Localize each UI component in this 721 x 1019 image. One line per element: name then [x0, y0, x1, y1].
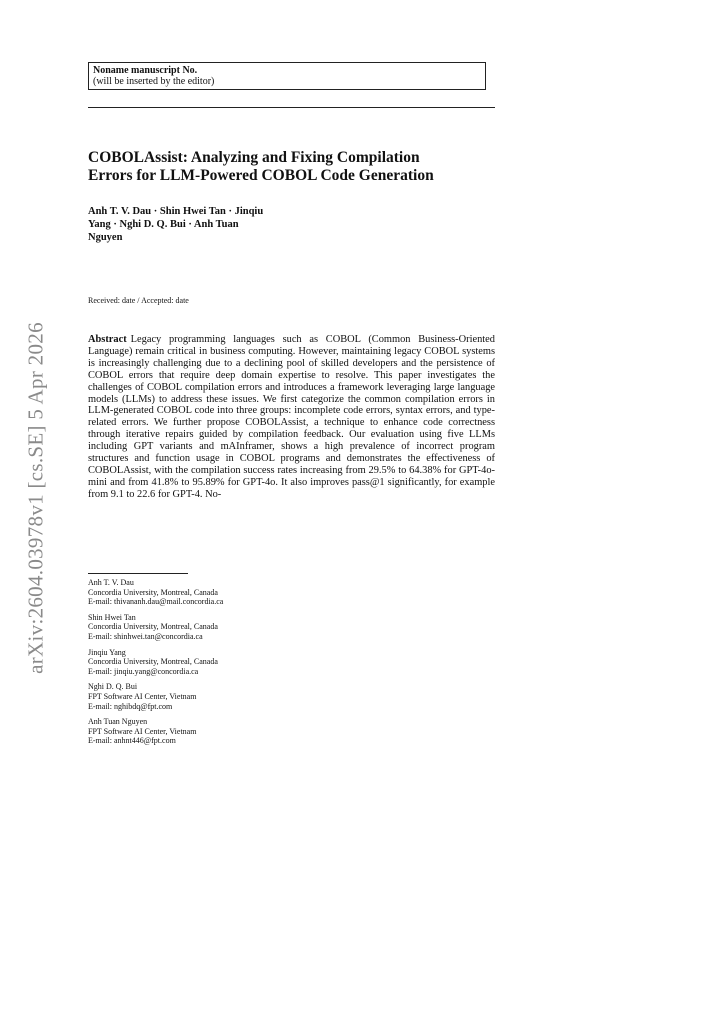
affiliation-item — [88, 717, 388, 746]
abstract-label: Abstract — [88, 334, 127, 345]
author-list — [88, 205, 348, 244]
affiliation-item — [88, 648, 388, 677]
authors-line-2: Yang · Nghi D. Q. Bui · Anh Tuan — [88, 219, 239, 230]
affiliation-name: Shin Hwei Tan — [88, 612, 136, 622]
affiliation-email: E-mail: anhnt446@fpt.com — [88, 736, 176, 746]
affiliation-item — [88, 578, 388, 607]
affiliation-email: E-mail: jinqiu.yang@concordia.ca — [88, 666, 199, 676]
affiliation-name: Anh T. V. Dau — [88, 578, 134, 587]
arxiv-identifier: arXiv:2604.03978v1 [cs.SE] 5 Apr 2026 — [23, 322, 48, 674]
abstract — [88, 334, 495, 501]
authors-line-3: Nguyen — [88, 232, 123, 243]
affiliation-item — [88, 613, 388, 642]
affiliation-email: E-mail: thivananh.dau@mail.concordia.ca — [88, 597, 224, 607]
affiliation-institution: FPT Software AI Center, Vietnam — [88, 691, 197, 701]
affiliation-email: E-mail: nghibdq@fpt.com — [88, 701, 173, 711]
manuscript-number-box — [88, 62, 486, 90]
footnote-rule — [88, 573, 188, 574]
affiliation-name: Nghi D. Q. Bui — [88, 682, 138, 692]
manuscript-number: Noname manuscript No. — [93, 65, 198, 76]
affiliation-name: Anh Tuan Nguyen — [88, 717, 148, 727]
paper-title — [88, 149, 508, 185]
affiliation-institution: Concordia University, Montreal, Canada — [88, 622, 218, 632]
editor-note: (will be inserted by the editor) — [93, 76, 215, 87]
authors-line-1: Anh T. V. Dau · Shin Hwei Tan · Jinqiu — [88, 206, 264, 217]
affiliation-institution: FPT Software AI Center, Vietnam — [88, 726, 197, 736]
affiliation-name: Jinqiu Yang — [88, 647, 126, 657]
received-date: Received: date / Accepted: date — [88, 296, 189, 305]
title-line-2: Errors for LLM-Powered COBOL Code Generation — [88, 167, 434, 184]
abstract-text: Legacy programming languages such as COBOL (Common Business-Oriented Language) remain critical in business computing. However, maintaining legacy COBOL systems is increasingly challenging due to a declining pool of skilled developers and the persistence of COBOL errors that require deep domain expertise to resolve. This paper investigates the challenges of COBOL compilation errors and introduces a framework leveraging large language models (LLMs) to address these issues. We first categorize the common compilation errors in LLM-generated COBOL code into three groups: incomplete code errors, syntax errors, and type-related errors. We further propose COBOLAssist, a technique to enhance code correctness through iterative repairs guided by compilation feedback. Our evaluation using five LLMs including GPT variants and mAInframer, shows a high prevalence of incorrect program structures and function usage in COBOL programs and demonstrates the effectiveness of COBOLAssist, with the compilation success rates increasing from 29.5% to 64.38% for GPT-4o-mini and from 41.8% to 95.89% for GPT-4o. It also improves pass@1 significantly, for example from 9.1 to 22.6 for GPT-4. No- — [88, 334, 495, 500]
affiliation-email: E-mail: shinhwei.tan@concordia.ca — [88, 631, 203, 641]
affiliation-institution: Concordia University, Montreal, Canada — [88, 657, 218, 667]
affiliation-item — [88, 682, 388, 711]
affiliation-institution: Concordia University, Montreal, Canada — [88, 587, 218, 597]
title-line-1: COBOLAssist: Analyzing and Fixing Compilation — [88, 149, 420, 166]
affiliations — [88, 578, 388, 752]
header-rule — [88, 107, 495, 108]
